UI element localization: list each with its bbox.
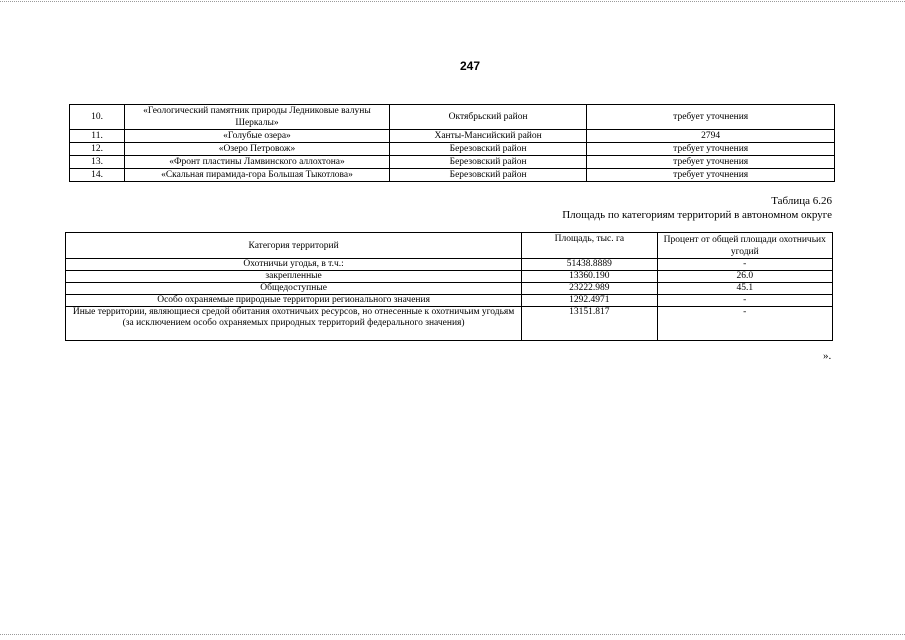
district: Ханты-Мансийский район xyxy=(389,130,587,143)
object-name: «Озеро Петровож» xyxy=(125,143,390,156)
district: Березовский район xyxy=(389,143,587,156)
category-cell: закрепленные xyxy=(66,271,522,283)
category-cell: Иные территории, являющиеся средой обитания охотничьих ресурсов, но отнесенные к охотничьим угодьям (за исключением особо охраняемых природных территорий федерального значения) xyxy=(66,307,522,341)
table-row xyxy=(66,271,833,283)
value-cell: требует уточнения xyxy=(587,105,835,130)
row-number: 11. xyxy=(70,130,125,143)
scan-edge-top xyxy=(0,1,905,2)
table-row xyxy=(66,283,833,295)
header-percent: Процент от общей площади охотничьих угодий xyxy=(657,233,832,259)
object-name: «Голубые озера» xyxy=(125,130,390,143)
header-area: Площадь, тыс. га xyxy=(522,233,657,259)
row-number: 10. xyxy=(70,105,125,130)
object-name: «Геологический памятник природы Ледниковые валуны Шеркалы» xyxy=(125,105,390,130)
area-cell: 13151.817 xyxy=(522,307,657,341)
row-number: 12. xyxy=(70,143,125,156)
table-row xyxy=(70,156,835,169)
row-number: 14. xyxy=(70,169,125,182)
district: Березовский район xyxy=(389,169,587,182)
object-name: «Скальная пирамида-гора Большая Тыкотлова» xyxy=(125,169,390,182)
header-category: Категория территорий xyxy=(66,233,522,259)
table-row xyxy=(70,105,835,130)
page-number: 247 xyxy=(459,59,481,73)
category-cell: Особо охраняемые природные территории регионального значения xyxy=(66,295,522,307)
percent-cell: 45.1 xyxy=(657,283,832,295)
percent-cell: - xyxy=(657,307,832,341)
object-name: «Фронт пластины Ламвинского аллохтона» xyxy=(125,156,390,169)
closing-quote-mark: ». xyxy=(823,350,832,362)
scan-edge-bottom xyxy=(0,634,905,635)
value-cell: требует уточнения xyxy=(587,156,835,169)
area-cell: 23222.989 xyxy=(522,283,657,295)
area-cell: 13360.190 xyxy=(522,271,657,283)
table-title: Площадь по категориям территорий в автономном округе xyxy=(562,209,832,221)
table-row xyxy=(66,259,833,271)
value-cell: требует уточнения xyxy=(587,169,835,182)
percent-cell: - xyxy=(657,295,832,307)
table-row xyxy=(66,295,833,307)
table-header-row xyxy=(66,233,833,259)
district: Октябрьский район xyxy=(389,105,587,130)
category-cell: Общедоступные xyxy=(66,283,522,295)
table-row xyxy=(70,143,835,156)
protected-objects-table xyxy=(69,104,835,182)
territory-area-table xyxy=(65,232,833,341)
area-cell: 1292.4971 xyxy=(522,295,657,307)
area-cell: 51438.8889 xyxy=(522,259,657,271)
category-cell: Охотничьи угодья, в т.ч.: xyxy=(66,259,522,271)
table-row xyxy=(70,130,835,143)
value-cell: 2794 xyxy=(587,130,835,143)
table-row xyxy=(70,169,835,182)
table-label: Таблица 6.26 xyxy=(771,195,832,207)
percent-cell: 26.0 xyxy=(657,271,832,283)
percent-cell: - xyxy=(657,259,832,271)
district: Березовский район xyxy=(389,156,587,169)
table-row xyxy=(66,307,833,341)
value-cell: требует уточнения xyxy=(587,143,835,156)
row-number: 13. xyxy=(70,156,125,169)
